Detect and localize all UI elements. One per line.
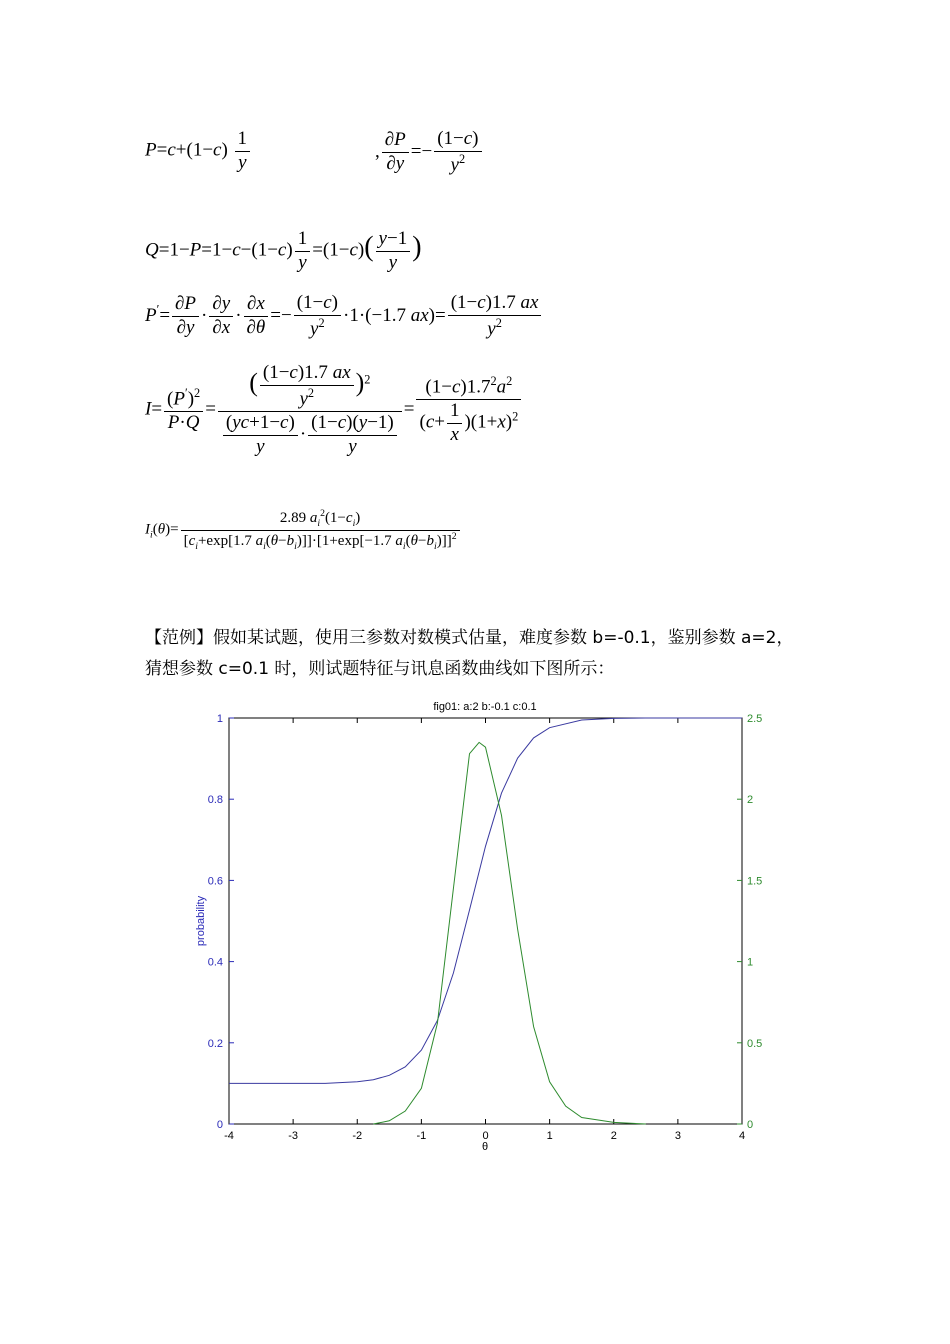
equation-information: I= $\frac{(P')^2}{P\cdot Q}$ = ( $\frac{(1-c)1.7 ax}{y^2}$ )$^2$ $\frac{(yc+1-c)}{y}$ · $\frac{(1-c)(y-1)}{y}$ = $(1-c)1.7^2a^2$ (c+ $\frac{1}{x}$ )$(1+x)^2$ [145,362,523,459]
x-tick-label: -4 [224,1130,234,1142]
x-axis-label: θ [481,1141,489,1153]
equation-item-information: $I_i(\theta)=$ $\frac{2.89 a_i^2(1-c_i)}{[c_i+\exp[1.7 a_i(\theta-b_i)]]\cdot[1+\exp[-1.7 a_i(\theta-b_i)]]^2}$ [145,508,462,552]
x-tick-label: 1 [546,1130,553,1142]
item-characteristic-chart [180,690,780,1160]
y2-tick-label: 1.5 [747,875,763,888]
chart-title: fig01: a:2 b:-0.1 c:0.1 [433,701,537,713]
y-tick-label: 0.8 [207,794,223,807]
y-tick-label: 0.6 [207,875,223,888]
y2-tick-label: 2 [747,794,754,807]
y-axis-label: probability [195,895,207,947]
y-tick-label: 1 [216,713,223,725]
y2-tick-label: 2.5 [747,713,763,725]
x-tick-label: 0 [482,1130,489,1142]
equation-dp-dy: , $\frac{\partial P}{\partial y}$ =− $\frac{(1-c)}{y^2}$ [375,128,484,177]
y2-tick-label: 0 [747,1119,754,1131]
x-tick-label: -1 [416,1130,427,1142]
y2-tick-label: 1 [747,956,754,969]
x-tick-label: -2 [352,1130,363,1142]
x-tick-label: 3 [674,1130,681,1142]
y-tick-label: 0.4 [207,956,223,969]
equation-p: P=c+(1−c) $\frac{1}{y}$ [145,128,252,175]
example-paragraph: 【范例】假如某试题，使用三参数对数模式估量，难度参数 b=-0.1，鉴别参数 a=2，猜想参数 c=0.1 时，则试题特征与讯息函数曲线如下图所示： [145,628,794,679]
y-tick-label: 0.2 [207,1037,223,1050]
equation-q: Q=1−P=1−c−(1−c) $\frac{1}{y}$ =(1−c)( $\frac{y-1}{y}$ ) [145,228,422,273]
x-tick-label: 4 [738,1130,746,1142]
y2-tick-label: 0.5 [747,1037,763,1050]
y-tick-label: 0 [216,1119,223,1131]
x-tick-label: -3 [288,1130,299,1142]
equation-p-prime: P′= $\frac{\partial P}{\partial y}$ · $\frac{\partial y}{\partial x}$ · $\frac{\partial x}{\partial\theta}$ =− $\frac{(1-c)}{y^2}$ ·1·(−1.7 ax)= $\frac{(1-c)1.7 ax}{y^2}$ [145,292,543,341]
plot-frame [229,718,742,1124]
x-tick-label: 2 [610,1130,617,1142]
